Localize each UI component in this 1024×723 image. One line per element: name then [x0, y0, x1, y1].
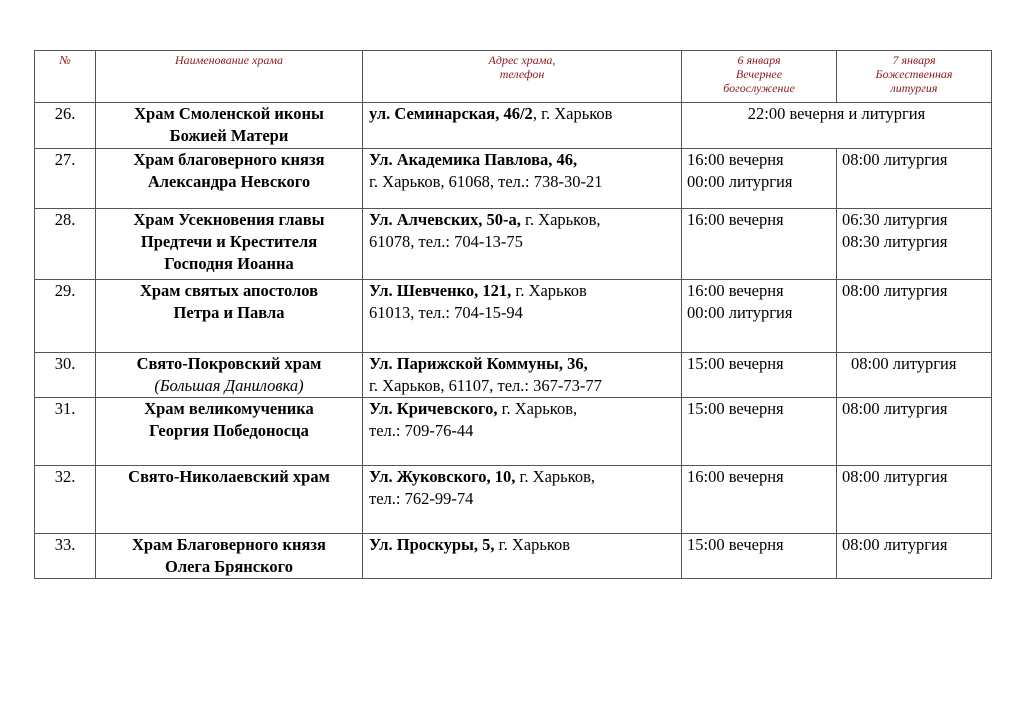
table-row [35, 103, 992, 149]
church-address: Ул. Парижской Коммуны, 36, г. Харьков, 61107, тел.: 367-73-77 [363, 353, 682, 398]
header-jan6: 6 января Вечернее богослужение [682, 51, 837, 103]
church-name: Храм Смоленской иконы Божией Матери [96, 103, 363, 149]
row-number: 29. [35, 280, 96, 353]
header-address: Адрес храма, телефон [363, 51, 682, 103]
jan6-service: 15:00 вечерня [682, 353, 837, 398]
jan6-service: 15:00 вечерня [682, 534, 837, 579]
church-location-note: (Большая Даниловка) [154, 376, 304, 395]
row-number: 27. [35, 149, 96, 209]
table-row [35, 534, 992, 579]
church-address: Ул. Проскуры, 5, г. Харьков [363, 534, 682, 579]
jan7-service: 08:00 литургия [837, 534, 992, 579]
row-number: 32. [35, 466, 96, 534]
jan6-service: 16:00 вечерня [682, 466, 837, 534]
row-number: 31. [35, 398, 96, 466]
row-number: 33. [35, 534, 96, 579]
header-row [35, 51, 992, 103]
church-name: Храм благоверного князя Александра Невского [96, 149, 363, 209]
church-name: Храм великомученика Георгия Победоносца [96, 398, 363, 466]
table-row [35, 466, 992, 534]
church-address: Ул. Академика Павлова, 46, г. Харьков, 61068, тел.: 738-30-21 [363, 149, 682, 209]
jan6-service: 15:00 вечерня [682, 398, 837, 466]
row-number: 26. [35, 103, 96, 149]
header-name: Наименование храма [96, 51, 363, 103]
jan7-service: 08:00 литургия [837, 149, 992, 209]
jan7-service: 08:00 литургия [837, 466, 992, 534]
table-row [35, 280, 992, 353]
church-name: Свято-Покровский храм (Большая Даниловка) [96, 353, 363, 398]
jan7-service: 06:30 литургия 08:30 литургия [837, 209, 992, 280]
header-num: № [35, 51, 96, 103]
jan6-service: 16:00 вечерня [682, 209, 837, 280]
church-address: ул. Семинарская, 46/2, г. Харьков [363, 103, 682, 149]
jan7-service: 08:00 литургия [837, 398, 992, 466]
church-name: Храм святых апостолов Петра и Павла [96, 280, 363, 353]
church-name: Храм Усекновения главы Предтечи и Крестителя Господня Иоанна [96, 209, 363, 280]
row-number: 30. [35, 353, 96, 398]
church-address: Ул. Шевченко, 121, г. Харьков 61013, тел.: 704-15-94 [363, 280, 682, 353]
header-jan7: 7 января Божественная литургия [837, 51, 992, 103]
schedule-table [34, 50, 992, 579]
table-row [35, 149, 992, 209]
table-row [35, 209, 992, 280]
row-number: 28. [35, 209, 96, 280]
church-name: Храм Благоверного князя Олега Брянского [96, 534, 363, 579]
service-time-combined: 22:00 вечерня и литургия [682, 103, 992, 149]
jan7-service: 08:00 литургия [837, 353, 992, 398]
jan7-service: 08:00 литургия [837, 280, 992, 353]
jan6-service: 16:00 вечерня 00:00 литургия [682, 280, 837, 353]
church-address: Ул. Кричевского, г. Харьков, тел.: 709-76-44 [363, 398, 682, 466]
church-address: Ул. Алчевских, 50-а, г. Харьков, 61078, тел.: 704-13-75 [363, 209, 682, 280]
church-address: Ул. Жуковского, 10, г. Харьков, тел.: 762-99-74 [363, 466, 682, 534]
table-row [35, 398, 992, 466]
table-row [35, 353, 992, 398]
church-name: Свято-Николаевский храм [96, 466, 363, 534]
jan6-service: 16:00 вечерня 00:00 литургия [682, 149, 837, 209]
